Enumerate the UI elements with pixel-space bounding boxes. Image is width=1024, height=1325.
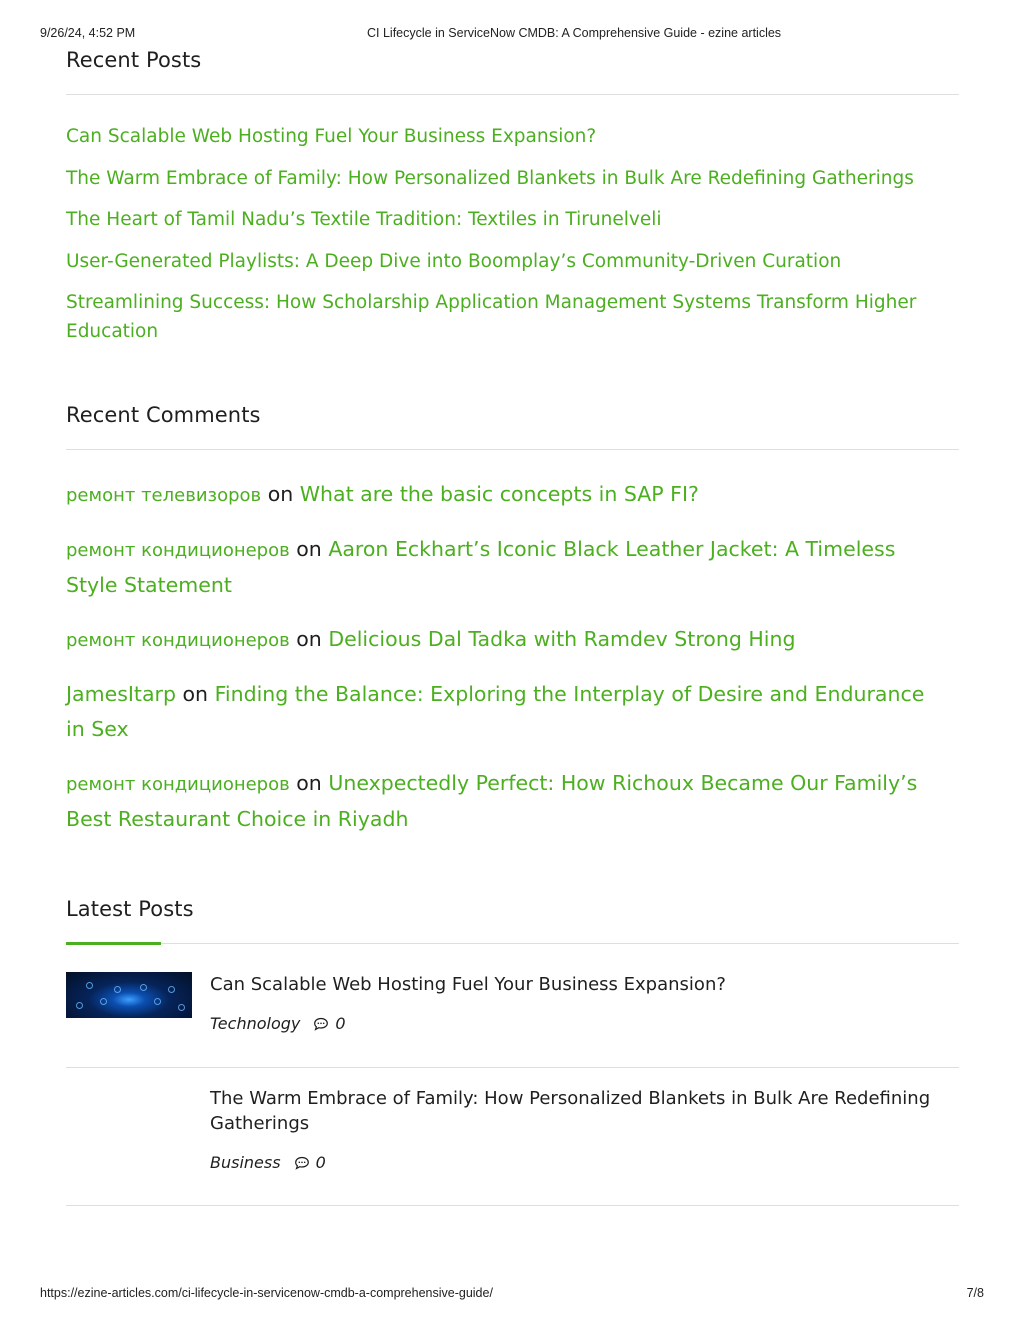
recent-posts-list [66, 122, 946, 359]
recent-post-item [66, 288, 946, 346]
recent-posts-heading: Recent Posts [66, 48, 202, 72]
latest-post-category-link[interactable]: Business [210, 1153, 281, 1172]
recent-post-item [66, 205, 946, 234]
latest-post-title-link[interactable]: The Warm Embrace of Family: How Personalized Blankets in Bulk Are Redefining Gatherings [210, 1088, 931, 1134]
comment-author-link[interactable]: ремонт кондиционеров [66, 630, 290, 651]
print-url: https://ezine-articles.com/ci-lifecycle-in-servicenow-cmdb-a-comprehensive-guide/ [40, 1286, 493, 1300]
recent-comments-list [66, 477, 946, 856]
latest-post-divider [66, 1067, 959, 1068]
comment-post-link[interactable]: Unexpectedly Perfect: How Richoux Became Our Family’s Best Restaurant Choice in Riyadh [66, 771, 918, 831]
latest-posts-divider [66, 943, 959, 944]
print-datetime: 9/26/24, 4:52 PM [40, 26, 136, 40]
comment-on-text: on [296, 537, 322, 561]
latest-post-comment-count[interactable]: 0 [335, 1014, 346, 1033]
comment-on-text: on [182, 682, 209, 706]
print-page-title: CI Lifecycle in ServiceNow CMDB: A Comprehensive Guide - ezine articles [367, 26, 782, 40]
recent-post-link[interactable]: Streamlining Success: How Scholarship Application Management Systems Transform Higher Education [66, 292, 917, 342]
print-header [40, 26, 984, 42]
recent-comment-item [66, 766, 946, 837]
comment-post-link[interactable]: What are the basic concepts in SAP FI? [299, 482, 699, 506]
recent-post-item [66, 122, 946, 151]
recent-posts-divider [66, 94, 959, 95]
comment-author-link[interactable]: ремонт телевизоров [66, 485, 262, 506]
recent-comment-item [66, 677, 946, 747]
comment-post-link[interactable]: Finding the Balance: Exploring the Interplay of Desire and Endurance in Sex [66, 682, 925, 741]
comment-on-text: on [296, 771, 322, 795]
recent-post-link[interactable]: The Warm Embrace of Family: How Personalized Blankets in Bulk Are Redefining Gatherings [66, 167, 914, 189]
comment-on-text: on [296, 627, 322, 651]
recent-comment-item [66, 532, 946, 603]
recent-post-link[interactable]: Can Scalable Web Hosting Fuel Your Business Expansion? [66, 126, 597, 147]
comment-icon [294, 1156, 310, 1170]
latest-post-category-link[interactable]: Technology [210, 1014, 301, 1033]
comment-post-link[interactable]: Delicious Dal Tadka with Ramdev Strong Hing [328, 627, 796, 651]
comment-author-link[interactable]: ремонт кондиционеров [66, 774, 290, 795]
latest-post-divider [66, 1205, 959, 1206]
recent-post-link[interactable]: User-Generated Playlists: A Deep Dive into Boomplay’s Community-Driven Curation [66, 250, 842, 272]
recent-post-item [66, 247, 946, 276]
comment-post-link[interactable]: Aaron Eckhart’s Iconic Black Leather Jacket: A Timeless Style Statement [66, 537, 896, 597]
latest-posts-heading: Latest Posts [66, 897, 194, 921]
recent-comment-item [66, 477, 946, 513]
recent-post-item [66, 164, 946, 193]
latest-posts-accent-bar [66, 942, 161, 945]
print-page-number: 7/8 [966, 1286, 984, 1300]
recent-comments-divider [66, 449, 959, 450]
comment-author-link[interactable]: ремонт кондиционеров [66, 540, 290, 561]
comment-author-link[interactable]: JamesItarp [66, 682, 176, 706]
latest-post-comment-count[interactable]: 0 [315, 1153, 326, 1172]
latest-post-title-link[interactable]: Can Scalable Web Hosting Fuel Your Business Expansion? [210, 974, 726, 995]
comment-icon [313, 1017, 329, 1031]
latest-post-meta [210, 1014, 346, 1033]
latest-post-thumbnail[interactable] [66, 972, 192, 1018]
comment-on-text: on [267, 482, 294, 506]
recent-comments-heading: Recent Comments [66, 403, 261, 427]
latest-post-meta [210, 1153, 326, 1172]
recent-comment-item [66, 622, 946, 658]
recent-post-link[interactable]: The Heart of Tamil Nadu’s Textile Tradition: Textiles in Tirunelveli [66, 209, 662, 230]
